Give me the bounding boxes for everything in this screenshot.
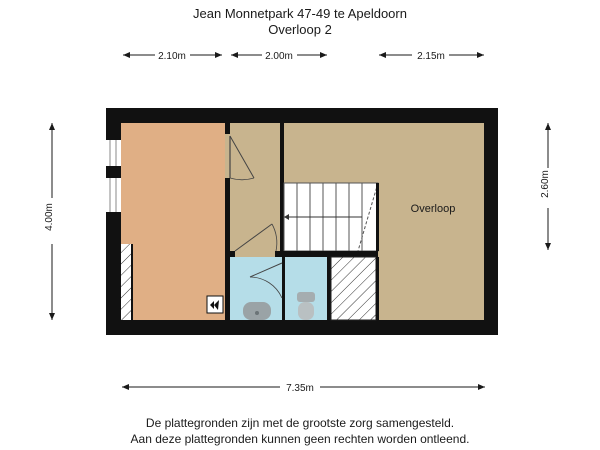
- dimension-top-middle-label: 2.00m: [265, 51, 293, 62]
- dimension-right: [540, 123, 551, 250]
- disclaimer-line-2: Aan deze plattegronden kunnen geen rechten worden ontleend.: [130, 432, 470, 446]
- dimension-left: [44, 123, 55, 320]
- bedroom-floor: [121, 123, 225, 320]
- landing-floor-lower: [378, 251, 484, 320]
- sink-icon: [243, 302, 271, 320]
- dimension-bottom-label: 7.35m: [286, 383, 314, 394]
- dimension-top-right-label: 2.15m: [417, 51, 445, 62]
- boiler-icon: [207, 296, 223, 313]
- built-in-closet: [121, 244, 132, 320]
- staircase: [284, 183, 378, 251]
- plan-address: Jean Monnetpark 47-49 te Apeldoorn: [193, 6, 407, 21]
- dimension-left-label: 4.00m: [44, 203, 55, 231]
- dimension-top-left-label: 2.10m: [158, 51, 186, 62]
- toilet-icon: [297, 292, 315, 320]
- dimension-bottom: [122, 383, 485, 394]
- stair-wall: [280, 123, 284, 251]
- storage-closet: [331, 257, 376, 320]
- disclaimer-line-1: De plattegronden zijn met de grootste zorg samengesteld.: [145, 416, 455, 430]
- room-label-landing: Overloop: [410, 203, 456, 215]
- plan-floor-name: Overloop 2: [268, 22, 332, 37]
- dimension-right-label: 2.60m: [540, 170, 551, 198]
- dimension-top: [123, 51, 484, 62]
